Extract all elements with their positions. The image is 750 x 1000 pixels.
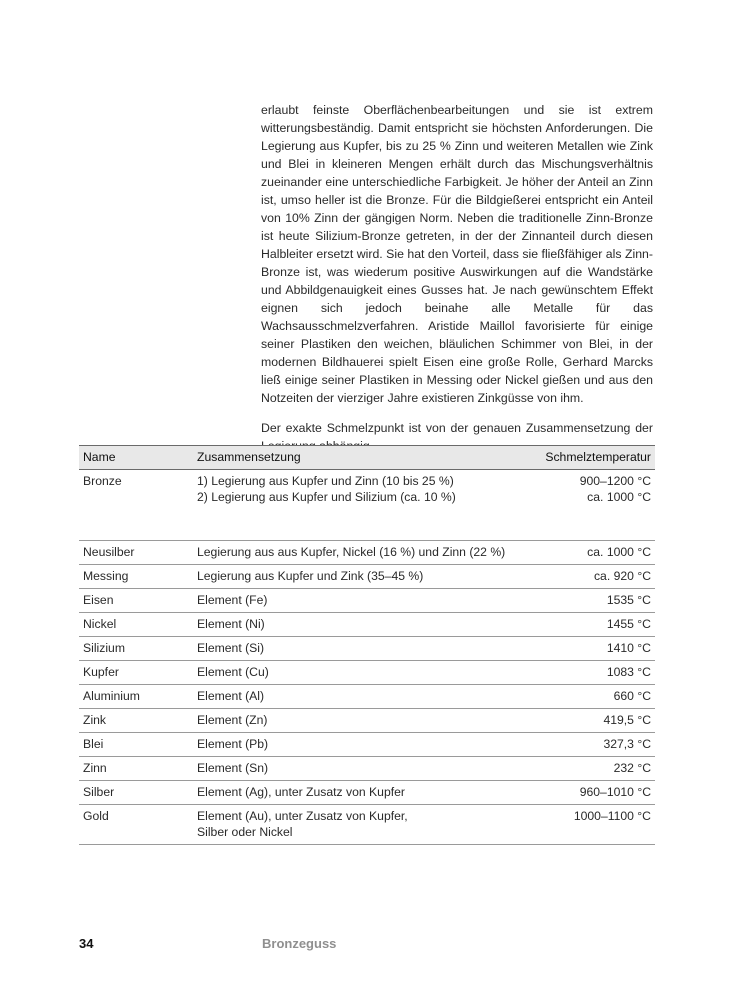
cell-melting: 1455 °C <box>533 613 655 637</box>
cell-name: Zink <box>79 709 193 733</box>
cell-name: Silber <box>79 781 193 805</box>
table-row <box>79 781 655 805</box>
cell-name: Eisen <box>79 589 193 613</box>
cell-composition: Element (Sn) <box>193 757 533 781</box>
cell-melting: 660 °C <box>533 685 655 709</box>
table-row <box>79 805 655 845</box>
cell-melting: ca. 1000 °C <box>533 541 655 565</box>
table-row <box>79 685 655 709</box>
table-header-row <box>79 446 655 470</box>
cell-melting: 327,3 °C <box>533 733 655 757</box>
cell-line: ca. 1000 °C <box>587 490 651 504</box>
cell-composition: Element (Si) <box>193 637 533 661</box>
table-row <box>79 733 655 757</box>
melting-point-table <box>79 445 655 845</box>
cell-melting <box>533 470 655 541</box>
cell-melting: 232 °C <box>533 757 655 781</box>
table-row <box>79 661 655 685</box>
cell-composition: Legierung aus Kupfer und Zink (35–45 %) <box>193 565 533 589</box>
cell-melting: ca. 920 °C <box>533 565 655 589</box>
table-row <box>79 565 655 589</box>
table-row <box>79 470 655 541</box>
cell-melting: 419,5 °C <box>533 709 655 733</box>
page-number: 34 <box>79 936 94 951</box>
cell-melting: 1410 °C <box>533 637 655 661</box>
cell-name: Kupfer <box>79 661 193 685</box>
cell-composition: Element (Fe) <box>193 589 533 613</box>
table-row <box>79 589 655 613</box>
header-melting: Schmelztemperatur <box>533 446 655 470</box>
cell-name: Blei <box>79 733 193 757</box>
cell-melting: 960–1010 °C <box>533 781 655 805</box>
cell-name: Aluminium <box>79 685 193 709</box>
table-row <box>79 637 655 661</box>
cell-name: Bronze <box>79 470 193 541</box>
cell-name: Neusilber <box>79 541 193 565</box>
cell-composition: Element (Cu) <box>193 661 533 685</box>
paragraph: Der exakte Schmelzpunkt ist von der genauen Zusammensetzung der <box>261 421 653 435</box>
cell-composition <box>193 805 533 845</box>
body-text <box>261 101 653 455</box>
cell-name: Gold <box>79 805 193 845</box>
table-row <box>79 541 655 565</box>
running-head: Bronzeguss <box>262 936 337 951</box>
cell-name: Nickel <box>79 613 193 637</box>
cell-composition <box>193 470 533 541</box>
cell-name: Messing <box>79 565 193 589</box>
cell-melting: 1083 °C <box>533 661 655 685</box>
header-name: Name <box>79 446 193 470</box>
cell-line: 1) Legierung aus Kupfer und Zinn (10 bis 25 %) <box>197 474 454 488</box>
table-row <box>79 709 655 733</box>
cell-melting: 1000–1100 °C <box>533 805 655 845</box>
cell-composition: Element (Al) <box>193 685 533 709</box>
cell-line: Element (Au), unter Zusatz von Kupfer, <box>197 809 408 823</box>
paragraph: erlaubt feinste Oberflächenbearbeitungen und sie ist extrem witterungsbeständig. Damit entspricht sie höchsten Anforderungen. Die Legierung aus Kupfer, bis zu 25 % Zinn und weiteren Metallen wie Zink und Blei in kleineren Mengen erhält durch das Mischungsverhältnis zueinander eine unterschiedliche Farbigkeit. Je höher der Anteil an Zinn ist, umso heller ist die Bronze. Für die Bildgießerei entspricht ein Anteil von 10% Zinn der gängigen Norm. Neben die traditionelle Zinn-Bronze ist heute Silizium-Bronze getreten, in der der Zinnanteil durch diesen Halbleiter ersetzt wird. Sie hat den Vorteil, dass sie fließfähiger als Zinn-Bronze ist, was wiederum positive Auswirkungen auf die Wandstärke und Abbildgenauigkeit eines Gusses hat. Je nach gewünschtem Effekt eignen sich jedoch beinahe alle Metalle für das Wachsausschmelzverfahren. Aristide Maillol favorisierte für einige seiner Plastiken den weichen, bläulichen Schimmer von Blei, in der modernen Bildhauerei spielt Eisen eine große Rolle, Gerhard Marcks ließ einige seiner Plastiken in Messing oder Nickel gießen und aus den Notzeiten der vierziger Jahre existieren Zinkgüsse von ihm. <box>261 103 653 405</box>
cell-line: 900–1200 °C <box>579 474 651 488</box>
table-row <box>79 757 655 781</box>
cell-composition: Element (Ni) <box>193 613 533 637</box>
cell-composition: Element (Ag), unter Zusatz von Kupfer <box>193 781 533 805</box>
cell-line: Silber oder Nickel <box>197 825 293 839</box>
cell-name: Zinn <box>79 757 193 781</box>
header-composition: Zusammensetzung <box>193 446 533 470</box>
table-row <box>79 613 655 637</box>
cell-name: Silizium <box>79 637 193 661</box>
cell-composition: Element (Zn) <box>193 709 533 733</box>
cell-composition: Element (Pb) <box>193 733 533 757</box>
cell-composition: Legierung aus aus Kupfer, Nickel (16 %) und Zinn (22 %) <box>193 541 533 565</box>
cell-line: 2) Legierung aus Kupfer und Silizium (ca. 10 %) <box>197 490 456 504</box>
cell-melting: 1535 °C <box>533 589 655 613</box>
